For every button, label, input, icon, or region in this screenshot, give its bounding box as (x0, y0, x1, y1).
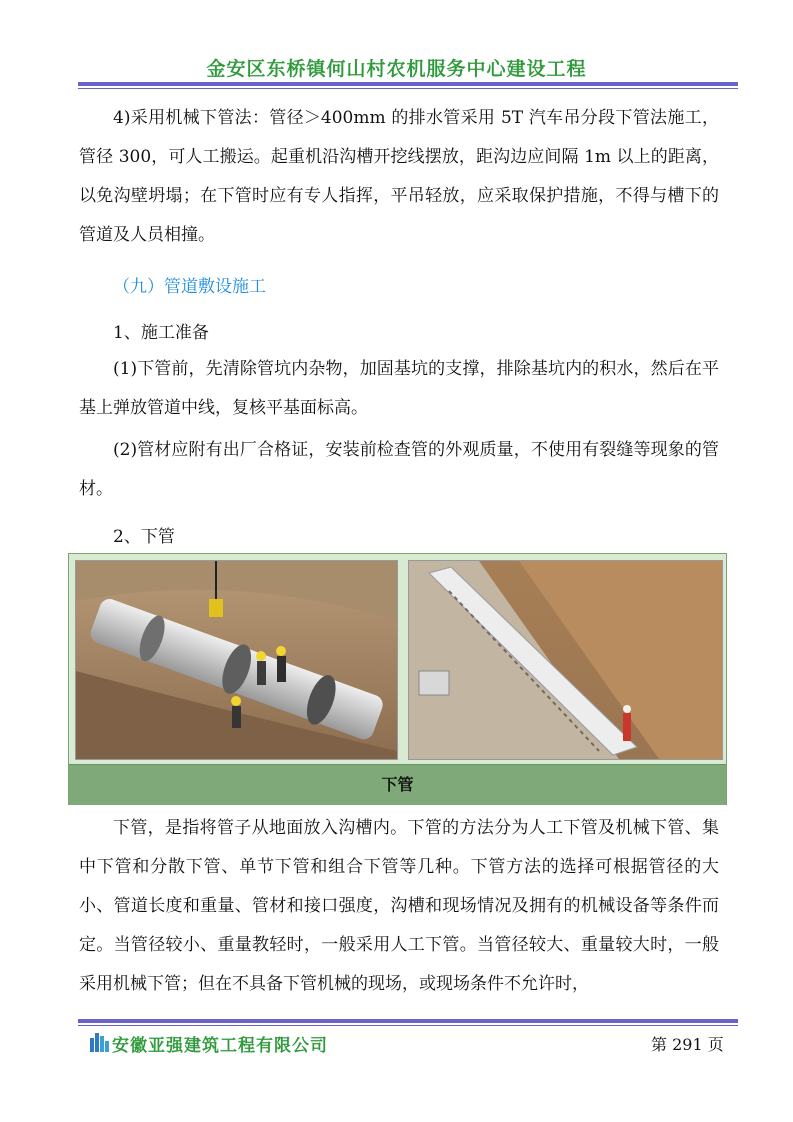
header-rule-thin (78, 88, 738, 89)
section-heading: （九）管道敷设施工 (113, 277, 266, 297)
page-header-title: 金安区东桥镇何山村农机服务中心建设工程 (206, 58, 587, 80)
photo-pipe-in-trench (408, 560, 723, 760)
paragraph-lowering-description: 下管，是指将管子从地面放入沟槽内。下管的方法分为人工下管及机械下管、集中下管和分散下管、单节下管和组合下管等几种。下管方法的选择可根据管径的大小、管道长度和重量、管材和接口强度，沟槽和现场情况及拥有的机械设备等条件而定。当管径较小、重量教轻时，一般采用人工下管。当管径较大、重量较大时，一般采用机械下管；但在不具备下管机械的现场，或现场条件不允许时， (79, 818, 719, 994)
header-rule-thick (78, 82, 738, 86)
subheading-construction-prep: 1、施工准备 (113, 323, 209, 343)
photo-crane-lowering-pipe (75, 560, 398, 760)
company-logo-icon (89, 1030, 111, 1052)
paragraph-prep-2: (2)管材应附有出厂合格证，安装前检查管的外观质量，不使用有裂缝等现象的管材。 (79, 440, 719, 499)
footer-company-name: 安徽亚强建筑工程有限公司 (112, 1036, 328, 1056)
subheading-lowering: 2、下管 (113, 527, 175, 547)
footer-rule-thick (78, 1019, 738, 1023)
figure-pipe-lowering (68, 553, 727, 805)
paragraph-mechanical-lowering: 4)采用机械下管法：管径＞400mm 的排水管采用 5T 汽车吊分段下管法施工，管径 300，可人工搬运。起重机沿沟槽开挖线摆放，距沟边应间隔 1m 以上的距离，以免沟壁坍塌；在下管时应有专人指挥，平吊轻放，应采取保护措施，不得与槽下的管道及人员相撞。 (79, 108, 719, 245)
paragraph-prep-1: (1)下管前，先清除管坑内杂物，加固基坑的支撑，排除基坑内的积水，然后在平基上弹放管道中线，复核平基面标高。 (79, 359, 719, 418)
footer-rule-thin (78, 1025, 738, 1026)
figure-caption: 下管 (69, 764, 726, 805)
footer-page-number: 第 291 页 (651, 1035, 724, 1054)
